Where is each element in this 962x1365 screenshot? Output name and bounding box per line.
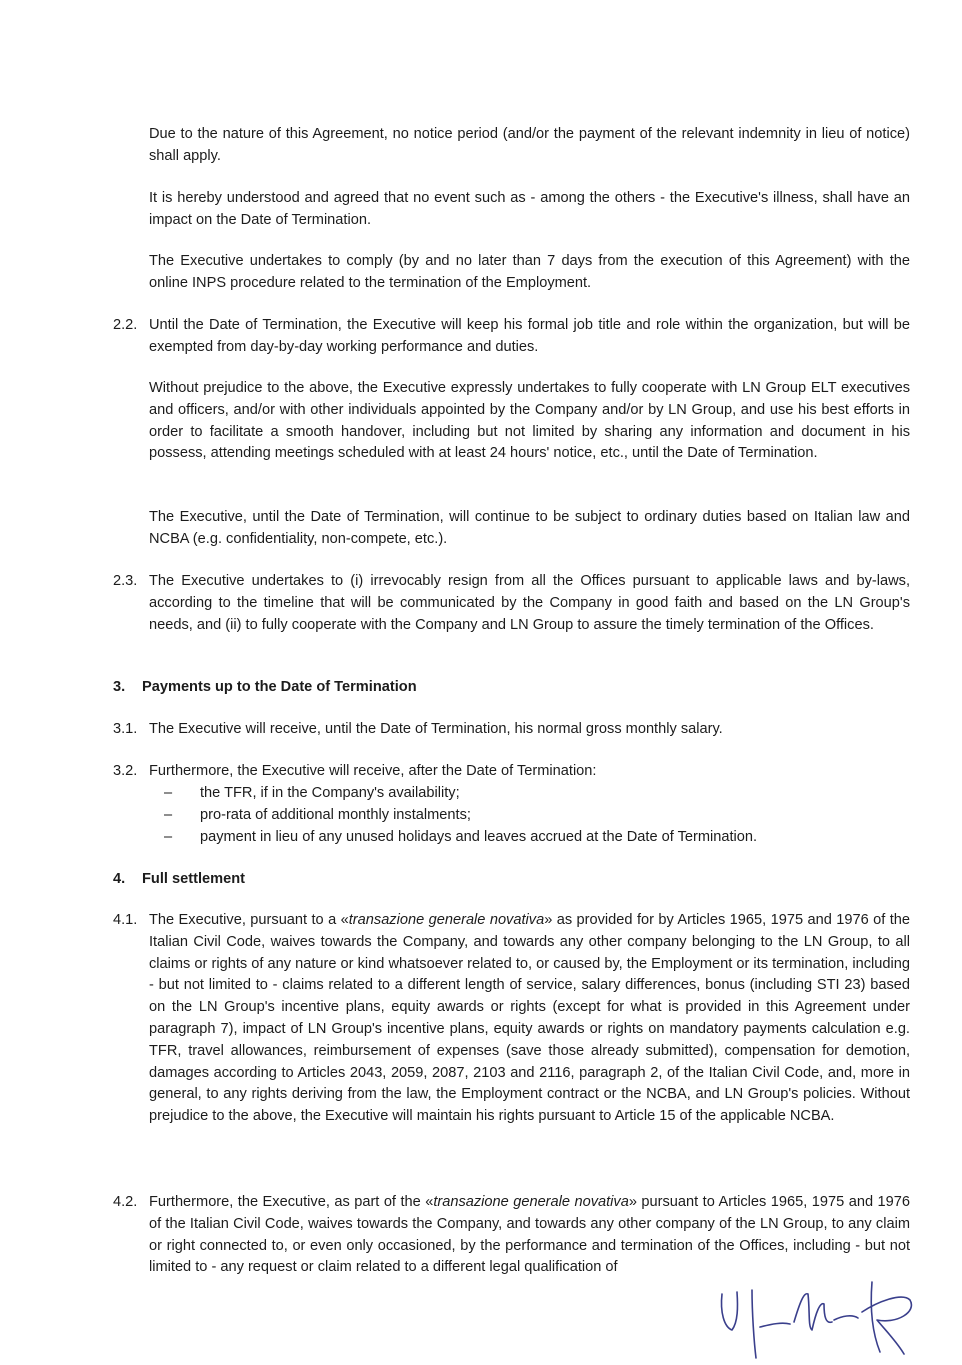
clause-3-1	[113, 719, 910, 741]
clause-number: 4.1.	[113, 912, 138, 928]
paragraph-ordinary-duties: The Executive, until the Date of Termination, will continue to be subject to ordinary duties based on Italian law and NCBA (e.g. confidentiality, non-compete, etc.).	[149, 509, 910, 547]
dash-marker: –	[164, 785, 173, 801]
signature-stroke	[752, 1290, 756, 1358]
clause-3-2	[113, 761, 910, 783]
list-item: – pro-rata of additional monthly instalments;	[164, 805, 757, 827]
clause-number: 4.2.	[113, 1194, 138, 1210]
italic-term: transazione generale novativa	[433, 1194, 629, 1210]
signature-stroke	[834, 1316, 858, 1320]
list-item: – payment in lieu of any unused holidays and leaves accrued at the Date of Termination.	[164, 827, 757, 849]
italic-term: transazione generale novativa	[348, 912, 545, 928]
section-heading-full-settlement	[113, 869, 245, 891]
clause-text: Furthermore, the Executive will receive, after the Date of Termination:	[149, 763, 597, 779]
handwritten-signature	[712, 1272, 922, 1362]
dash-marker: –	[164, 806, 173, 823]
clause-text: The Executive undertakes to (i) irrevocably resign from all the Offices pursuant to applicable laws and by-laws, according to the timeline that will be communicated by the Company in good faith and based on the LN Group's needs, and (ii) to fully cooperate with the Company and LN Group to assure the timely termination of the Offices.	[149, 573, 910, 633]
signature-stroke	[871, 1282, 880, 1352]
paragraph-inps-procedure: The Executive undertakes to comply (by and no later than 7 days from the execution of this Agreement) with the online INPS procedure related to the termination of the Employment.	[149, 253, 910, 291]
clause-text: The Executive will receive, until the Date of Termination, his normal gross monthly salary.	[149, 721, 723, 737]
signature-stroke	[862, 1297, 911, 1354]
clause-4-1	[113, 910, 910, 1128]
clause-number: 2.3.	[113, 573, 138, 589]
signature-stroke	[760, 1323, 790, 1327]
payments-list	[164, 783, 757, 848]
paragraph-cooperation: Without prejudice to the above, the Executive expressly undertakes to fully cooperate with LN Group ELT executives and officers, and/or with other individuals appointed by the Company and/or by LN Group, and use his best efforts in order to facilitate a smooth handover, including but not limited by sharing any information and document in his possess, attending meetings scheduled with at least 24 hours' notice, etc., until the Date of Termination.	[149, 380, 910, 462]
clause-number: 3.1.	[113, 721, 138, 737]
section-number: 4.	[113, 871, 126, 887]
dash-marker: –	[164, 828, 173, 845]
section-number: 3.	[113, 679, 126, 695]
clause-text: Furthermore, the Executive, as part of the «transazione generale novativa» pursuant to Articles 1965, 1975 and 1976 of the Italian Civil Code, waives towards the Company, and towards any other company of the LN Group, to any claim or right connected to, or even only occasioned, by the performance and termination of the Offices, including - but not limited to - any request or claim related to a different legal qualification of	[149, 1194, 910, 1276]
clause-text: Until the Date of Termination, the Executive will keep his formal job title and role within the organization, but will be exempted from day-by-day working performance and duties.	[149, 317, 910, 355]
paragraph-notice-period: Due to the nature of this Agreement, no notice period (and/or the payment of the relevant indemnity in lieu of notice) shall apply.	[149, 126, 910, 164]
clause-2-2	[113, 315, 910, 359]
section-title: Payments up to the Date of Termination	[142, 679, 417, 695]
signature-stroke	[794, 1294, 832, 1330]
clause-2-3	[113, 571, 910, 636]
clause-number: 2.2.	[113, 317, 138, 333]
clause-text: The Executive, pursuant to a «transazione generale novativa» as provided for by Articles 1965, 1975 and 1976 of the Italian Civil Code, waives towards the Company, and towards any other company belonging to the LN Group, to all claims or rights of any nature or kind whatsoever related to, or caused by, the Employment or its termination, including - but not limited to - claims related to a different length of service, salary differences, bonus (including STI 23) based on the LN Group's incentive plans, equity awards or rights (except for what is provided in this Agreement under paragraph 7), impact of LN Group's incentive plans, equity awards or rights on mandatory payments calculation e.g. TFR, travel allowances, reimbursement of expenses (save those already submitted), compensation for demotion, damages according to Articles 2043, 2059, 2087, 2103 and 2116, paragraph 2, of the Italian Civil Code, and, more in general, to any rights deriving from the law, the Employment contract or the NCBA, and LN Group's policies. Without prejudice to the above, the Executive will maintain his rights pursuant to Article 15 of the applicable NCBA.	[149, 912, 910, 1125]
section-title: Full settlement	[142, 871, 245, 887]
clause-number: 3.2.	[113, 763, 138, 779]
list-item: – the TFR, if in the Company's availability;	[164, 783, 757, 805]
section-heading-payments	[113, 677, 417, 699]
signature-stroke	[721, 1292, 737, 1330]
clause-4-2	[113, 1192, 910, 1279]
paragraph-illness: It is hereby understood and agreed that no event such as - among the others - the Executive's illness, shall have an impact on the Date of Termination.	[149, 190, 910, 228]
